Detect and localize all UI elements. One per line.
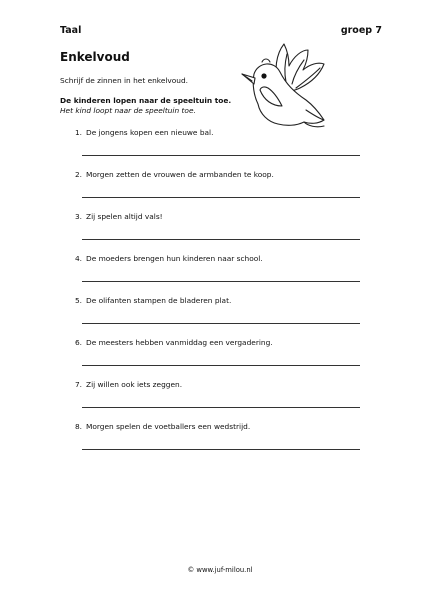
answer-line[interactable] (82, 197, 360, 198)
answer-line[interactable] (82, 239, 360, 240)
exercise-number: 1. (74, 128, 82, 137)
exercise-number: 2. (74, 170, 82, 179)
answer-line[interactable] (82, 449, 360, 450)
worksheet-title: Enkelvoud (60, 50, 130, 64)
answer-line[interactable] (82, 323, 360, 324)
exercise-number: 3. (74, 212, 82, 221)
answer-line[interactable] (82, 155, 360, 156)
instruction-text: Schrijf de zinnen in het enkelvoud. (60, 76, 189, 85)
subject-label: Taal (60, 25, 82, 36)
answer-line[interactable] (82, 365, 360, 366)
exercise-sentence: De moeders brengen hun kinderen naar school. (86, 254, 263, 263)
grade-label: groep 7 (340, 25, 382, 36)
exercise-sentence: Zij willen ook iets zeggen. (86, 380, 183, 389)
answer-line[interactable] (82, 281, 360, 282)
exercise-sentence: De olifanten stampen de bladeren plat. (86, 296, 232, 305)
exercise-sentence: Morgen zetten de vrouwen de armbanden te koop. (86, 170, 274, 179)
exercise-number: 6. (74, 338, 82, 347)
exercise-number: 7. (74, 380, 82, 389)
exercise-sentence: De jongens kopen een nieuwe bal. (86, 128, 214, 137)
exercise-sentence: Zij spelen altijd vals! (86, 212, 163, 221)
copyright-footer: © www.juf-milou.nl (187, 566, 253, 574)
exercise-number: 8. (74, 422, 82, 431)
bird-icon (234, 40, 330, 132)
example-answer: Het kind loopt naar de speeltuin toe. (60, 106, 196, 115)
exercise-sentence: De meesters hebben vanmiddag een vergadering. (86, 338, 273, 347)
exercise-number: 5. (74, 296, 82, 305)
example-sentence: De kinderen lopen naar de speeltuin toe. (60, 96, 232, 105)
exercise-number: 4. (74, 254, 82, 263)
exercise-sentence: Morgen spelen de voetballers een wedstrijd. (86, 422, 251, 431)
answer-line[interactable] (82, 407, 360, 408)
